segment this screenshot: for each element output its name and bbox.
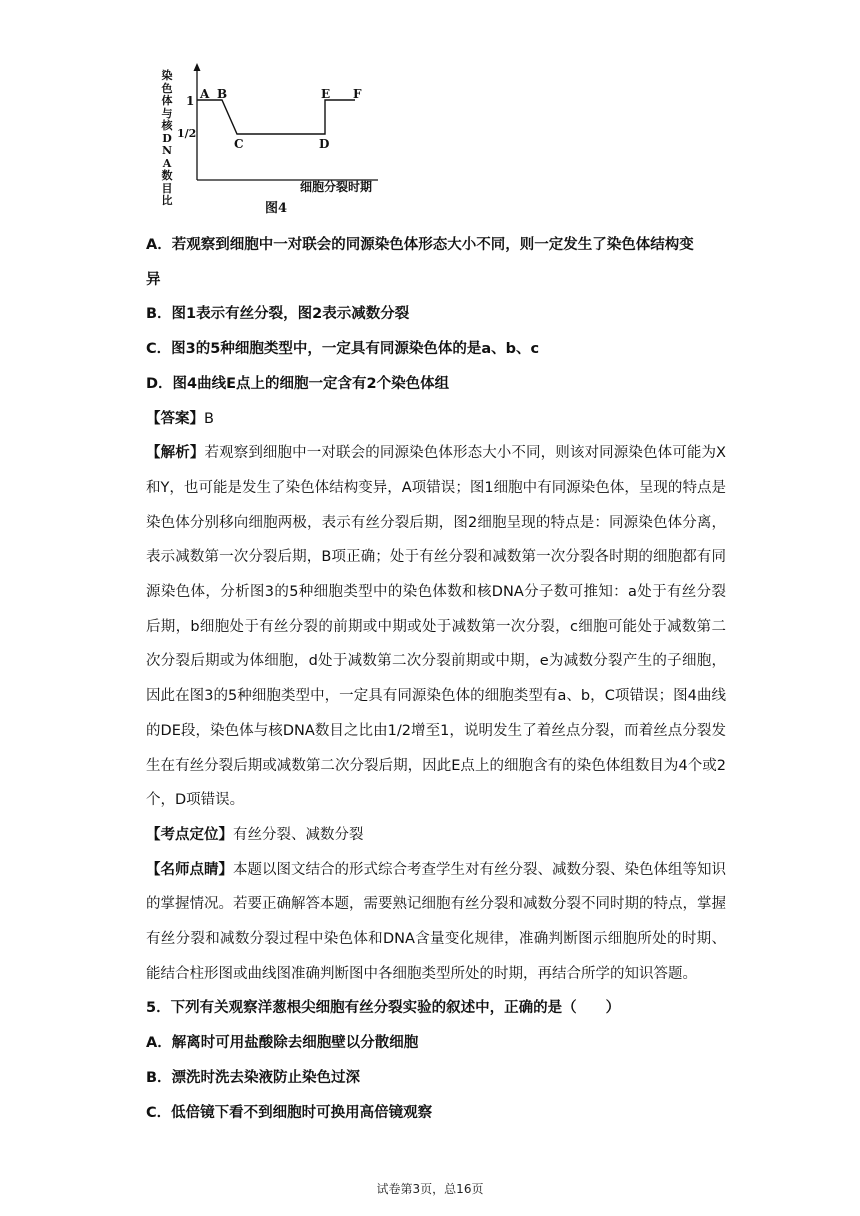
question-5-option-a: A．解离时可用盐酸除去细胞壁以分散细胞 <box>146 1035 419 1052</box>
point-f: F <box>353 87 362 101</box>
page-footer: 试卷第3页，总16页 <box>376 1182 484 1196</box>
y-axis-label: 染色体与核DNA数目比 <box>161 69 173 207</box>
analysis-text: 若观察到细胞中一对联会的同源染色体形态大小不同，则该对同源染色体可能为X和Y，也可能是发生了染色体结构变异，A项错误；图1细胞中有同源染色体，呈现的特点是染色体分别移向细胞两极，表示有丝分裂后期，图2细胞呈现的特点是：同源染色体分离，表示减数第一次分裂后期，B项正确；处于有丝分裂和减数第一次分裂各时期的细胞都有同源染色体，分析图3的5种细胞类型中的染色体数和核DNA分子数可推知：a处于有丝分裂后期，b细胞处于有丝分裂的前期或中期或处于减数第一次分裂，c细胞可能处于减数第二次分裂后期或为体细胞，d处于减数第二次分裂前期或中期，e为减数分裂产生的子细胞，因此在图3的5种细胞类型中，一定具有同源染色体的细胞类型有a、b，C项错误；图4曲线的DE段，染色体与核DNA数目之比由1/2增至1，说明发生了着丝点分裂，而着丝点分裂发生在有丝分裂后期或减数第二次分裂后期，因此E点上的细胞含有的染色体组数目为4个或2个，D项错误。 <box>146 445 726 809</box>
knowledge-text: 有丝分裂、减数分裂 <box>233 826 364 843</box>
point-a: A <box>200 87 210 101</box>
y-axis-arrow <box>194 63 201 71</box>
comment-text: 本题以图文结合的形式综合考查学生对有丝分裂、减数分裂、染色体组等知识的掌握情况。若要正确解答本题，需要熟记细胞有丝分裂和减数分裂不同时期的特点，掌握有丝分裂和减数分裂过程中染色体和DNA含量变化规律，准确判断图示细胞所处的时期、能结合柱形图或曲线图准确判断图中各细胞类型所处的时期，再结合所学的知识答题。 <box>146 861 726 982</box>
analysis-label: 【解析】 <box>146 445 205 462</box>
figure-caption: 图4 <box>265 201 288 216</box>
answer-value: B <box>204 410 214 427</box>
answer-label: 【答案】 <box>146 410 204 427</box>
point-d: D <box>319 137 330 151</box>
y-tick-1: 1 <box>186 94 195 108</box>
ratio-curve <box>197 100 355 134</box>
point-b: B <box>217 87 228 101</box>
x-axis-label: 细胞分裂时期 <box>300 180 373 194</box>
question-5-stem: 5．下列有关观察洋葱根尖细胞有丝分裂实验的叙述中，正确的是（ ） <box>146 1000 621 1017</box>
knowledge-point <box>146 818 726 853</box>
y-tick-half: 1/2 <box>177 127 197 140</box>
option-c: C．图3的5种细胞类型中，一定具有同源染色体的是a、b、c <box>146 341 540 358</box>
question-5-option-c: C．低倍镜下看不到细胞时可换用高倍镜观察 <box>146 1104 433 1121</box>
point-c: C <box>234 137 244 151</box>
figure-4 <box>150 62 400 222</box>
point-e: E <box>321 87 331 101</box>
question-content <box>146 228 726 1130</box>
comment-label: 【名师点睛】 <box>146 861 233 878</box>
knowledge-label: 【考点定位】 <box>146 826 233 843</box>
option-a: A．若观察到细胞中一对联会的同源染色体形态大小不同，则一定发生了染色体结构变 <box>146 237 694 253</box>
answer <box>146 402 726 437</box>
option-b: B．图1表示有丝分裂，图2表示减数分裂 <box>146 306 410 323</box>
option-a-continued: 异 <box>146 271 161 288</box>
teacher-comment <box>146 853 726 992</box>
question-5-option-b: B．漂洗时洗去染液防止染色过深 <box>146 1069 361 1086</box>
option-d: D．图4曲线E点上的细胞一定含有2个染色体组 <box>146 375 450 392</box>
line-chart <box>150 62 400 222</box>
analysis <box>146 436 726 818</box>
